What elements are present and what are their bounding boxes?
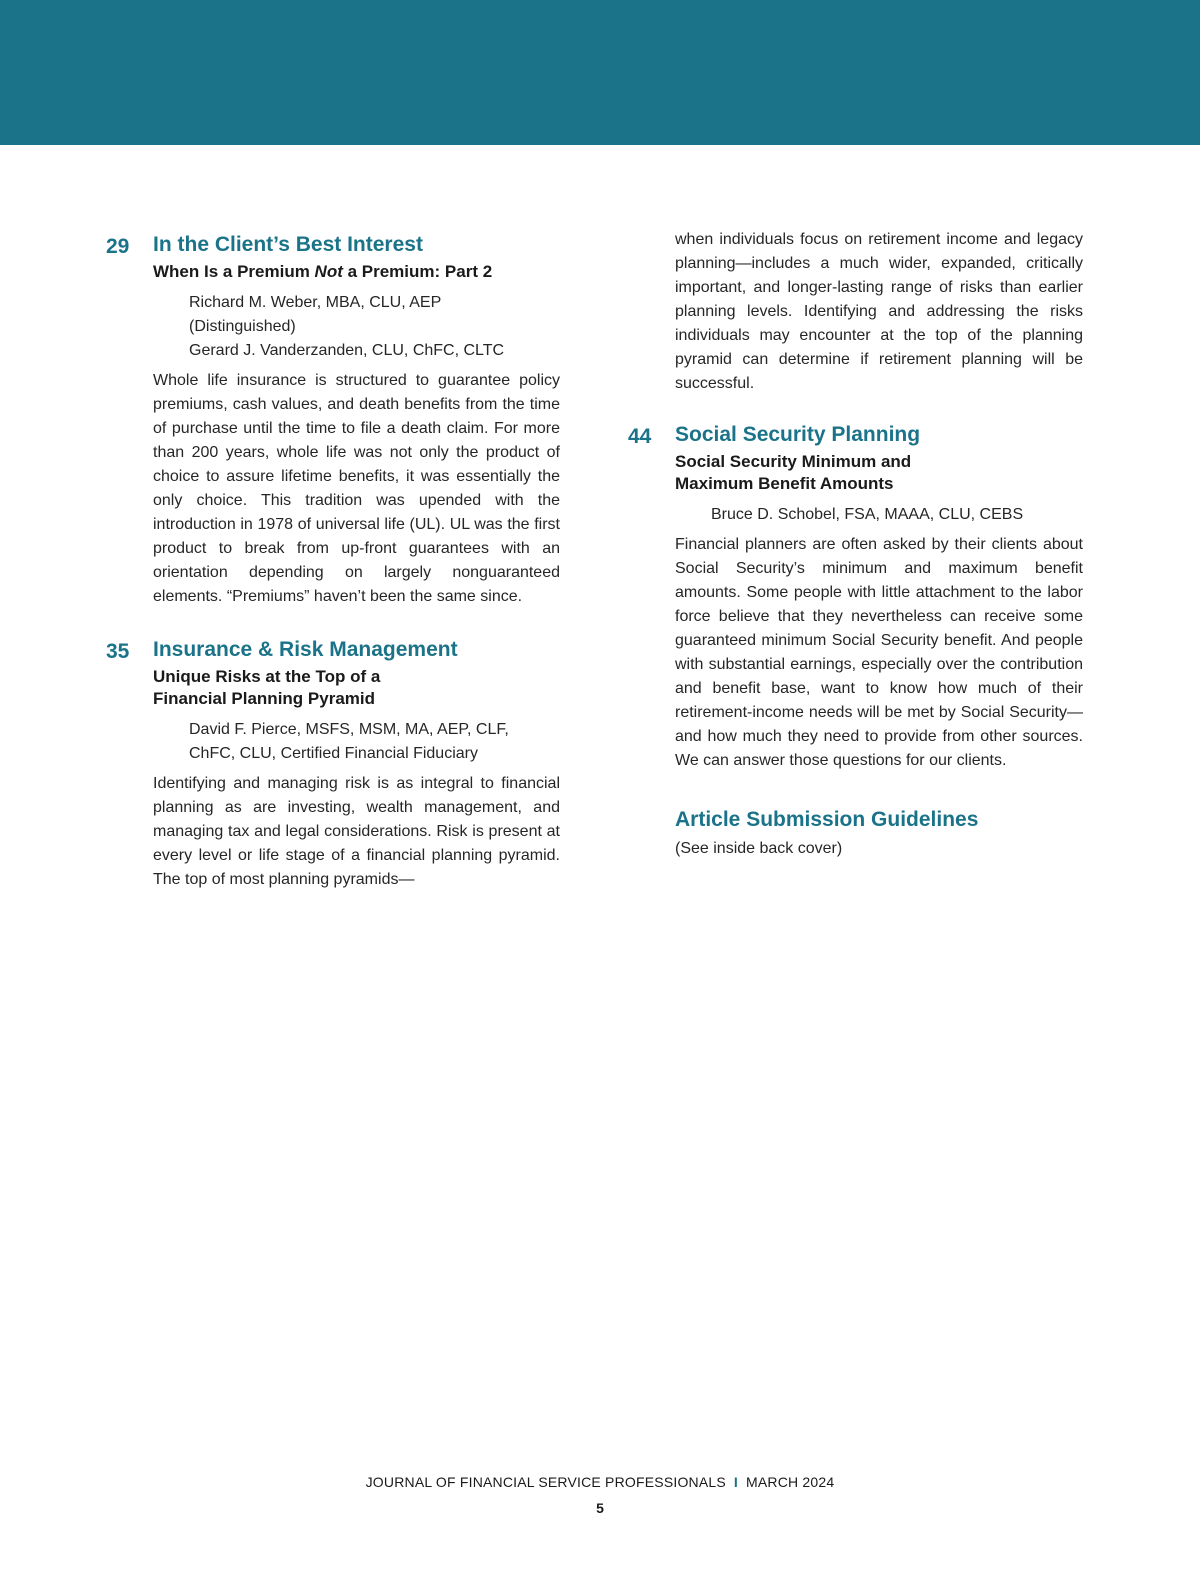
section-title: Article Submission Guidelines <box>675 808 979 831</box>
article-abstract: Financial planners are often asked by their clients about Social Security’s minimum and maximum benefit amounts. Some people with little attachment to the labor force believe that they nevertheless can receive some guaranteed minimum Social Security benefit. And people with substantial earnings, especially over the contribution and benefit base, want to know how much of their retirement-income needs will be met by Social Security—and how much they need to provide from other sources. We can answer those questions for our clients. <box>675 536 1083 769</box>
author-list <box>189 718 560 766</box>
article-title-part: a Premium: Part 2 <box>342 262 493 281</box>
article-title-line: Maximum Benefit Amounts <box>675 474 894 493</box>
submission-guidelines <box>628 799 1083 861</box>
section-title: In the Client’s Best Interest <box>153 233 423 256</box>
article-abstract: Identifying and managing risk is as integral to financial planning as are investing, wealth management, and managing tax and legal considerations. Risk is present at every level or life stage of a financial planning pyramid. The top of most planning pyramids— <box>153 775 560 888</box>
abstract-continuation: when individuals focus on retirement income and legacy planning—includes a much wider, expanded, critically important, and longer-lasting range of risks than earlier planning levels. Identifying and addressing the risks individuals may encounter at the top of the planning pyramid can determine if retirement planning will be successful. <box>675 231 1083 392</box>
author-line: David F. Pierce, MSFS, MSM, MA, AEP, CLF, <box>189 721 509 738</box>
article-title-line: Financial Planning Pyramid <box>153 689 375 708</box>
section-title: Insurance & Risk Management <box>153 638 458 661</box>
article-title-part: When Is a Premium <box>153 262 315 281</box>
page-number-label: 44 <box>628 425 652 448</box>
journal-name: JOURNAL OF FINANCIAL SERVICE PROFESSIONALS <box>365 1474 726 1490</box>
toc-entry-44 <box>628 420 1083 773</box>
page-number-label: 35 <box>106 640 130 663</box>
guidelines-note: (See inside back cover) <box>675 840 843 857</box>
issue-date: MARCH 2024 <box>746 1474 835 1490</box>
article-title-emphasis: Not <box>314 262 343 281</box>
left-column <box>106 228 560 918</box>
article-title-line: Unique Risks at the Top of a <box>153 667 381 686</box>
article-title <box>153 261 560 283</box>
author-list <box>189 291 560 363</box>
article-title-line: Social Security Minimum and <box>675 452 912 471</box>
page-number: 5 <box>596 1500 604 1516</box>
page-number-label: 29 <box>106 235 130 258</box>
author-line: ChFC, CLU, Certified Financial Fiduciary <box>189 745 478 762</box>
running-footer <box>0 1474 1200 1490</box>
right-column <box>628 228 1083 887</box>
toc-entry-35 <box>106 635 560 892</box>
footer-separator: I <box>733 1474 738 1490</box>
article-abstract: Whole life insurance is structured to guarantee policy premiums, cash values, and death benefits from the time of purchase until the time to file a death claim. For more than 200 years, whole life was not only the product of choice to assure lifetime benefits, it was essentially the only choice. This tradition was upended with the introduction in 1978 of universal life (UL). UL was the first product to break from up-front guarantees with an orientation depending on largely nonguaranteed elements. “Premiums” haven’t been the same since. <box>153 372 560 605</box>
article-title <box>675 451 1083 495</box>
toc-entry-29 <box>106 230 560 609</box>
author-line: (Distinguished) <box>189 318 296 335</box>
author-list <box>711 503 1083 527</box>
header-banner <box>0 0 1200 145</box>
author-line: Richard M. Weber, MBA, CLU, AEP <box>189 294 442 311</box>
author-line: Gerard J. Vanderzanden, CLU, ChFC, CLTC <box>189 342 505 359</box>
section-title: Social Security Planning <box>675 423 921 446</box>
article-title <box>153 666 560 710</box>
author-line: Bruce D. Schobel, FSA, MAAA, CLU, CEBS <box>711 506 1024 523</box>
